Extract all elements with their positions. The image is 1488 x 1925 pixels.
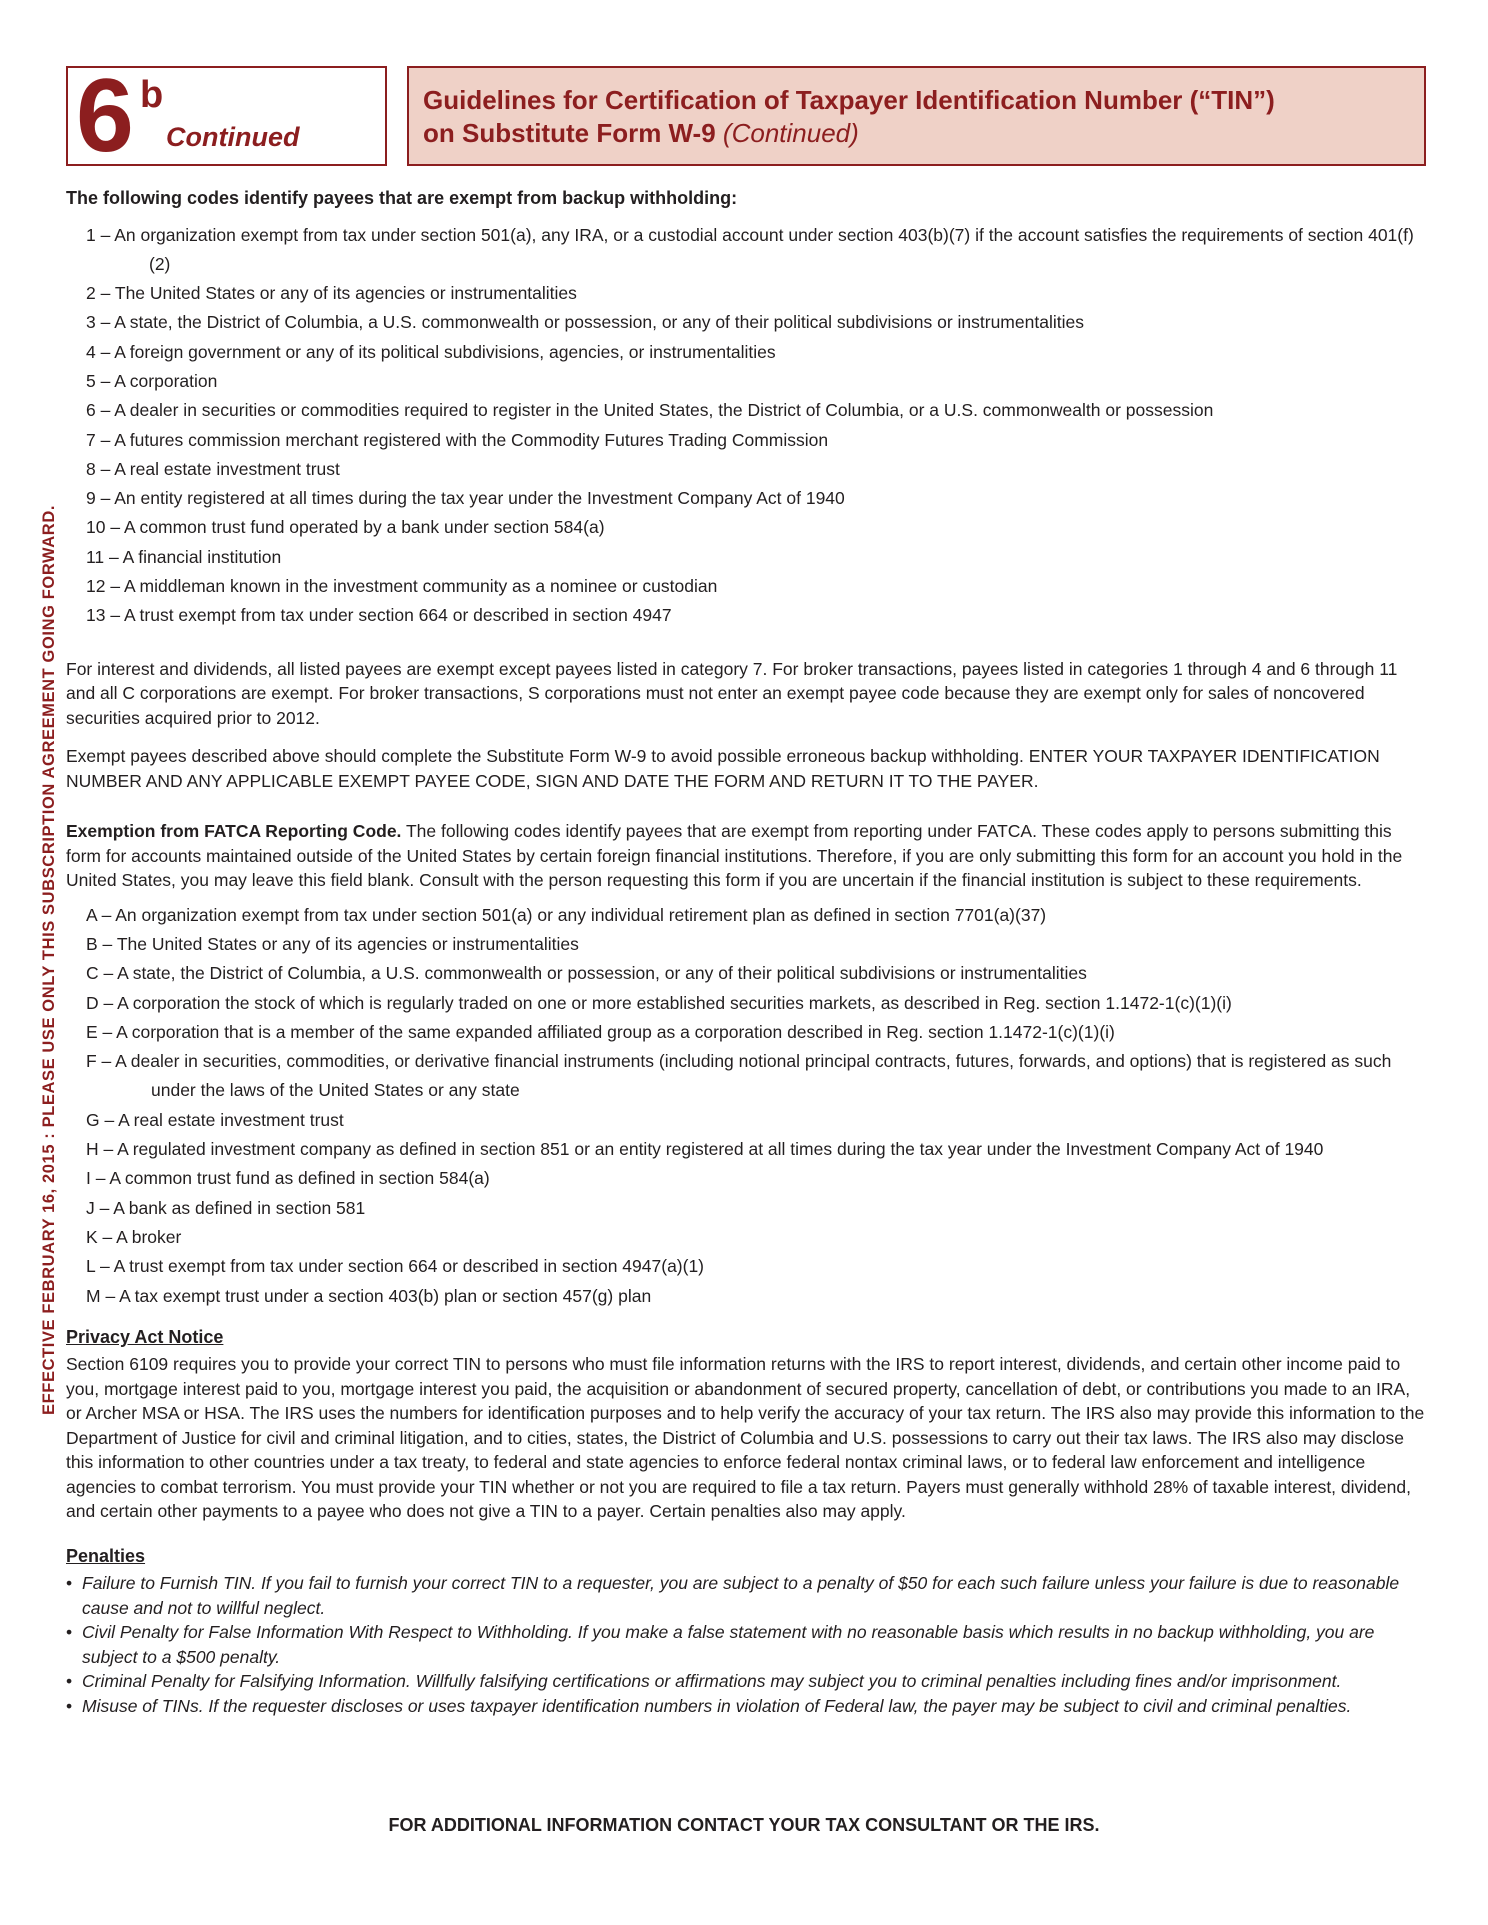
exempt-payee-code-item: 2 – The United States or any of its agencies or instrumentalities	[86, 283, 577, 304]
penalty-text: Criminal Penalty for Falsifying Information. Willfully falsifying certifications or affirmations may subject you to criminal penalties including fines and/or imprisonment.	[82, 1671, 1342, 1692]
fatca-code-item: E – A corporation that is a member of the same expanded affiliated group as a corporation described in Reg. section 1.1472-1(c)(1)(i)	[86, 1021, 1115, 1042]
exempt-payee-code-item: 7 – A futures commission merchant registered with the Commodity Futures Trading Commission	[86, 429, 829, 450]
section-number: 6	[76, 58, 130, 174]
side-notice: EFFECTIVE FEBRUARY 16, 2015 : PLEASE USE ONLY THIS SUBSCRIPTION AGREEMENT GOING FORWARD.	[40, 504, 58, 1415]
section-letter: b	[140, 74, 164, 116]
bullet-icon: •	[66, 1573, 73, 1594]
exempt-payee-code-item: 3 – A state, the District of Columbia, a U.S. commonwealth or possession, or any of their political subdivisions or instrumentalities	[86, 312, 1084, 333]
exempt-payee-code-item: 11 – A financial institution	[86, 546, 282, 567]
document-body	[66, 186, 1428, 1718]
fatca-code-item: D – A corporation the stock of which is regularly traded on one or more established securities markets, as described in Reg. section 1.1472-1(c)(1)(i)	[86, 992, 1232, 1013]
exempt-payee-code-item: 6 – A dealer in securities or commodities required to register in the United States, the District of Columbia, or a U.S. commonwealth or possession	[86, 400, 1214, 421]
bullet-icon: •	[66, 1622, 73, 1643]
exempt-payee-code-item: 12 – A middleman known in the investment community as a nominee or custodian	[86, 576, 718, 597]
penalties-heading: Penalties	[66, 1545, 146, 1566]
penalty-text: Failure to Furnish TIN. If you fail to furnish your correct TIN to a requester, you are subject to a penalty of $50 for each such failure unless your failure is due to reasonable cause and not to willful neglect.	[82, 1573, 1400, 1618]
fatca-code-item: C – A state, the District of Columbia, a U.S. commonwealth or possession, or any of their political subdivisions or instrumentalities	[86, 963, 1087, 984]
page-title-box	[407, 66, 1426, 166]
privacy-text: Section 6109 requires you to provide your correct TIN to persons who must file information returns with the IRS to report interest, dividends, and certain other income paid to you, mortgage interest paid to you, mortgage interest you paid, the acquisition or abandonment of secured property, cancellation of debt, or contributions you made to an IRA, or Archer MSA or HSA. The IRS uses the numbers for identification purposes and to help verify the accuracy of your tax return. The IRS also may provide this information to the Department of Justice for civil and criminal litigation, and to cities, states, the District of Columbia and U.S. possessions to carry out their tax laws. The IRS also may disclose this information to other countries under a tax treaty, to federal and state agencies to enforce federal nontax criminal laws, or to federal law enforcement and intelligence agencies to combat terrorism. You must provide your TIN whether or not you are required to file a tax return. Payers must generally withhold 28% of taxable interest, dividend, and certain other payments to a payee who does not give a TIN to a payer. Certain penalties also may apply.	[66, 1354, 1425, 1522]
page-title-line2-text: on Substitute Form W-9	[423, 118, 716, 148]
section-continued-label: Continued	[166, 122, 300, 152]
exempt-payees-instructions: Exempt payees described above should complete the Substitute Form W-9 to avoid possible erroneous backup withholding. ENTER YOUR TAXPAYER IDENTIFICATION NUMBER AND ANY APPLICABLE EXEMPT PAYEE CODE, SIGN AND DATE THE FORM AND RETURN IT TO THE PAYER.	[66, 746, 1380, 791]
page-title-line1: Guidelines for Certification of Taxpayer Identification Number (“TIN”)	[423, 85, 1275, 115]
exempt-payees-intro: The following codes identify payees that are exempt from backup withholding:	[66, 188, 738, 208]
fatca-code-item: I – A common trust fund as defined in section 584(a)	[86, 1168, 490, 1189]
fatca-code-item: M – A tax exempt trust under a section 403(b) plan or section 457(g) plan	[86, 1285, 652, 1306]
bullet-icon: •	[66, 1671, 73, 1692]
exempt-payee-code-item: 1 – An organization exempt from tax under section 501(a), any IRA, or a custodial account under section 403(b)(7) if the account satisfies the requirements of section 401(f)(2)	[86, 224, 1414, 274]
exempt-payees-note: For interest and dividends, all listed payees are exempt except payees listed in category 7. For broker transactions, payees listed in categories 1 through 4 and 6 through 11 and all C corporations are exempt. For broker transactions, S corporations must not enter an exempt payee code because they are exempt only for sales of noncovered securities acquired prior to 2012.	[66, 658, 1398, 728]
penalties-list	[66, 1571, 1428, 1718]
penalty-text: Misuse of TINs. If the requester discloses or uses taxpayer identification numbers in violation of Federal law, the payer may be subject to civil and criminal penalties.	[82, 1695, 1352, 1716]
fatca-code-item: L – A trust exempt from tax under section 664 or described in section 4947(a)(1)	[86, 1256, 705, 1277]
section-number-box	[66, 58, 387, 174]
exempt-payee-code-item: 9 – An entity registered at all times during the tax year under the Investment Company Act of 1940	[86, 488, 845, 509]
page-title-line2	[423, 117, 1424, 150]
penalty-item	[66, 1571, 1428, 1620]
fatca-code-item: G – A real estate investment trust	[86, 1109, 344, 1130]
exempt-payee-code-item: 5 – A corporation	[86, 370, 218, 391]
fatca-code-list	[66, 901, 1428, 1311]
fatca-text: The following codes identify payees that are exempt from reporting under FATCA. These codes apply to persons submitting this form for accounts maintained outside of the United States by certain foreign financial institutions. Therefore, if you are only submitting this form for an account you hold in the United States, you may leave this field blank. Consult with the person requesting this form if you are uncertain if the financial institution is subject to these requirements.	[66, 821, 1403, 891]
fatca-code-item: B – The United States or any of its agencies or instrumentalities	[86, 933, 579, 954]
fatca-code-item: J – A bank as defined in section 581	[86, 1197, 366, 1218]
penalty-item	[66, 1620, 1428, 1669]
exempt-payee-code-item: 4 – A foreign government or any of its political subdivisions, agencies, or instrumentalities	[86, 341, 776, 362]
fatca-paragraph	[66, 819, 1428, 893]
penalty-text: Civil Penalty for False Information With Respect to Withholding. If you make a false statement with no reasonable basis which results in no backup withholding, you are subject to a $500 penalty.	[82, 1622, 1375, 1667]
page-title-continued: (Continued)	[722, 118, 859, 148]
fatca-heading: Exemption from FATCA Reporting Code.	[66, 821, 402, 842]
bullet-icon: •	[66, 1695, 73, 1716]
penalty-item	[66, 1669, 1428, 1694]
penalty-item	[66, 1694, 1428, 1719]
exempt-payee-code-list	[66, 221, 1428, 631]
fatca-code-item: A – An organization exempt from tax under section 501(a) or any individual retirement plan as defined in section 7701(a)(37)	[86, 904, 1047, 925]
fatca-code-item: K – A broker	[86, 1226, 182, 1247]
exempt-payee-code-item: 10 – A common trust fund operated by a bank under section 584(a)	[86, 517, 605, 538]
footer-notice: FOR ADDITIONAL INFORMATION CONTACT YOUR TAX CONSULTANT OR THE IRS.	[388, 1815, 1100, 1835]
fatca-code-item: H – A regulated investment company as defined in section 851 or an entity registered at all times during the tax year under the Investment Company Act of 1940	[86, 1139, 1324, 1160]
exempt-payee-code-item: 13 – A trust exempt from tax under section 664 or described in section 4947	[86, 605, 672, 626]
exempt-payee-code-item: 8 – A real estate investment trust	[86, 458, 340, 479]
privacy-heading: Privacy Act Notice	[66, 1326, 224, 1347]
fatca-code-item: F – A dealer in securities, commodities, or derivative financial instruments (including notional principal contracts, futures, forwards, and options) that is registered as such under the laws of the United States or any state	[86, 1051, 1392, 1101]
